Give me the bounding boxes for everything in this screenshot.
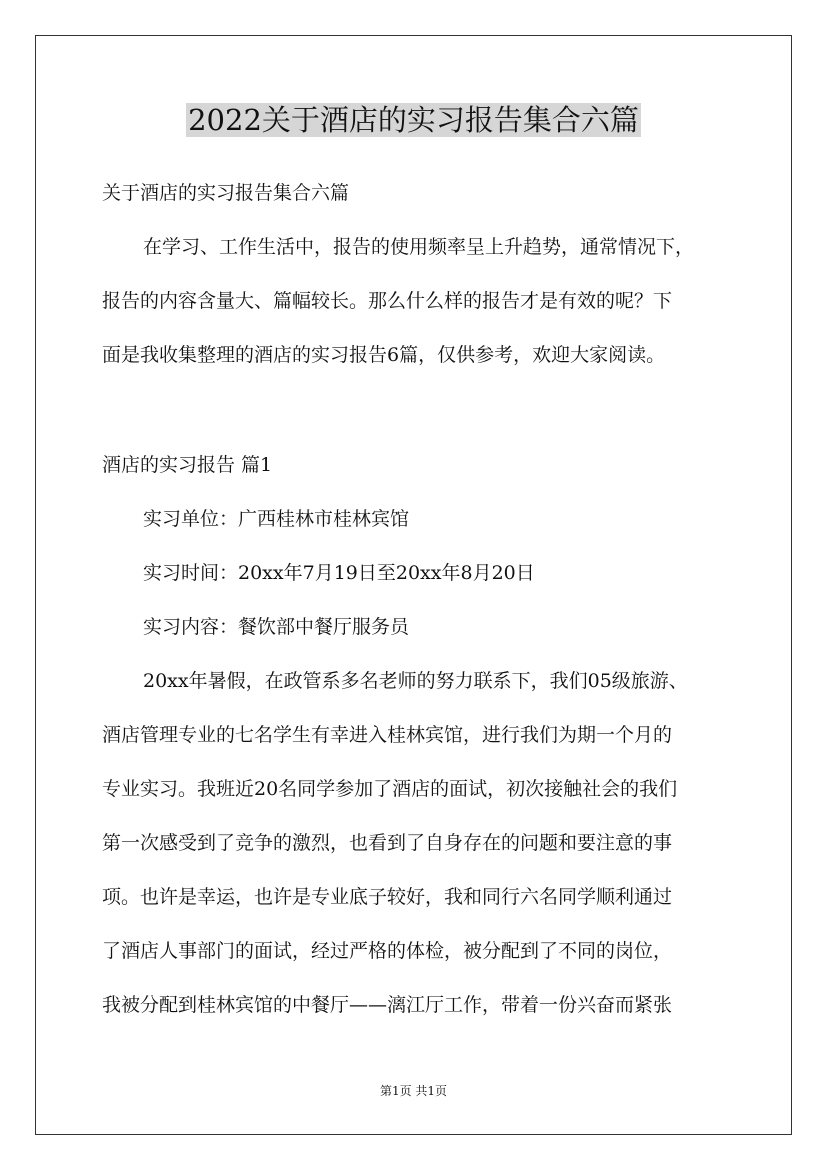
detail-line: 实习时间：20xx年7月19日至20xx年8月20日 [143,562,535,584]
section-heading: 酒店的实习报告 篇1 [102,454,273,476]
body-line: 专业实习。我班近20名同学参加了酒店的面试，初次接触社会的我们 [102,778,678,800]
document-subtitle: 关于酒店的实习报告集合六篇 [102,182,350,204]
body-line: 酒店管理专业的七名学生有幸进入桂林宾馆，进行我们为期一个月的 [102,724,673,746]
document-title: 2022关于酒店的实习报告集合六篇 [188,103,639,137]
body-line: 我被分配到桂林宾馆的中餐厅——漓江厅工作，带着一份兴奋而紧张 [102,994,673,1016]
document-title-block [0,100,827,140]
detail-line: 实习单位：广西桂林市桂林宾馆 [143,508,410,530]
intro-line: 在学习、工作生活中，报告的使用频率呈上升趋势，通常情况下， [143,236,695,258]
body-line: 了酒店人事部门的面试，经过严格的体检，被分配到了不同的岗位， [102,940,673,962]
detail-line: 实习内容：餐饮部中餐厅服务员 [143,616,410,638]
intro-line: 报告的内容含量大、篇幅较长。那么什么样的报告才是有效的呢？下 [102,290,673,312]
intro-line: 面是我收集整理的酒店的实习报告6篇，仅供参考，欢迎大家阅读。 [102,344,666,366]
body-line: 20xx年暑假，在政管系多名老师的努力联系下，我们05级旅游、 [143,670,688,692]
body-line: 第一次感受到了竞争的激烈，也看到了自身存在的问题和要注意的事 [102,832,673,854]
body-line: 项。也许是幸运，也许是专业底子较好，我和同行六名同学顺利通过 [102,886,673,908]
page-footer: 第1页 共1页 [379,1084,448,1098]
